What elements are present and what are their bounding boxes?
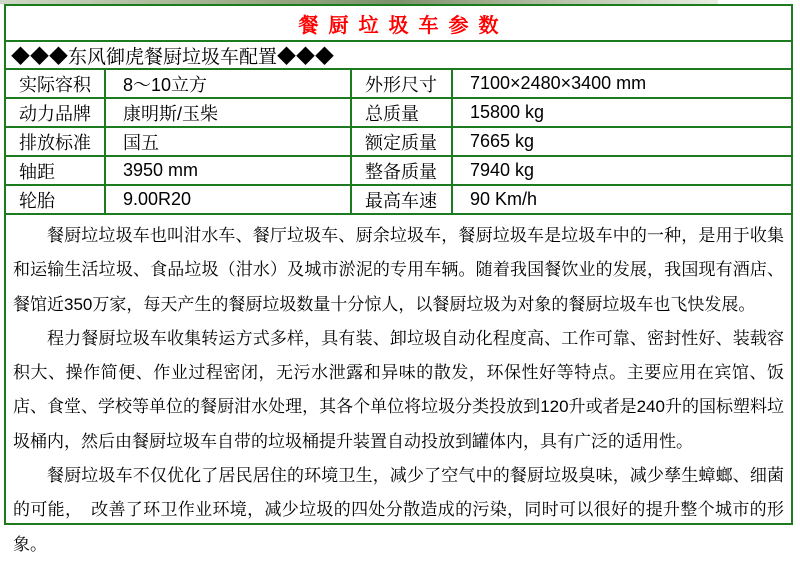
spec-value: 7665 kg: [470, 131, 535, 151]
spec-value: 康明斯/玉柴: [106, 99, 352, 126]
spec-value: 9.00R20: [106, 186, 352, 213]
spec-row: [6, 186, 791, 215]
spec-label: 轮胎: [6, 186, 106, 213]
paragraph: 餐厨垃垃圾车也叫泔水车、餐厅垃圾车、厨余垃圾车，餐厨垃圾车是垃圾车中的一种，是用于收集和运输生活垃圾、食品垃圾（泔水）及城市淤泥的专用车辆。随着我国餐饮业的发展，我国现有酒店、餐馆近350万家，每天产生的餐厨垃圾数量十分惊人，以餐厨垃圾为对象的餐厨垃圾车也飞快发展。: [13, 226, 784, 314]
spec-label: 整备质量: [352, 157, 453, 184]
spec-value: 3950 mm: [106, 157, 352, 184]
spec-label: 动力品牌: [6, 99, 106, 126]
paragraph: 餐厨垃圾车不仅优化了居民居住的环境卫生，减少了空气中的餐厨垃圾臭味，减少孳生蟑螂、细菌的可能， 改善了环卫作业环境，减少垃圾的四处分散造成的污染，同时可以很好的提升整个城市的形象。: [13, 466, 784, 554]
spec-label: 排放标准: [6, 128, 106, 155]
config-header-row: [6, 40, 791, 68]
paragraph: 程力餐厨垃圾车收集转运方式多样，具有装、卸垃圾自动化程度高、工作可靠、密封性好、装载容积大、操作简便、作业过程密闭，无污水泄露和异味的散发，环保性好等特点。主要应用在宾馆、饭店、食堂、学校等单位的餐厨泔水处理，其各个单位将垃圾分类投放到120升或者是240升的国标塑料垃圾桶内，然后由餐厨垃圾车自带的垃圾桶提升装置自动投放到罐体内，具有广泛的适用性。: [13, 328, 784, 451]
config-header: ◆◆◆东风御虎餐厨垃圾车配置◆◆◆: [11, 46, 335, 68]
spec-label: 最高车速: [352, 186, 453, 213]
spec-label: 实际容积: [6, 70, 106, 97]
page-frame: [4, 4, 793, 554]
spec-value: 90 Km/h: [470, 189, 538, 209]
spec-row: [6, 70, 791, 99]
spec-table: [6, 68, 791, 215]
spec-label: 轴距: [6, 157, 106, 184]
spec-value: 国五: [106, 128, 352, 155]
description-text: [6, 215, 791, 562]
spec-label: 额定质量: [352, 128, 453, 155]
spec-row: [6, 157, 791, 186]
spec-label: 总质量: [352, 99, 453, 126]
spec-value: 15800 kg: [470, 102, 545, 122]
spec-label: 外形尺寸: [352, 70, 453, 97]
spec-row: [6, 99, 791, 128]
spec-value: 8～10立方: [106, 70, 352, 97]
spec-row: [6, 128, 791, 157]
spec-value: 7100×2480×3400 mm: [470, 73, 647, 93]
spec-value: 7940 kg: [470, 160, 535, 180]
page-title: 餐厨垃圾车参数: [298, 14, 509, 37]
title-row: [6, 6, 791, 40]
